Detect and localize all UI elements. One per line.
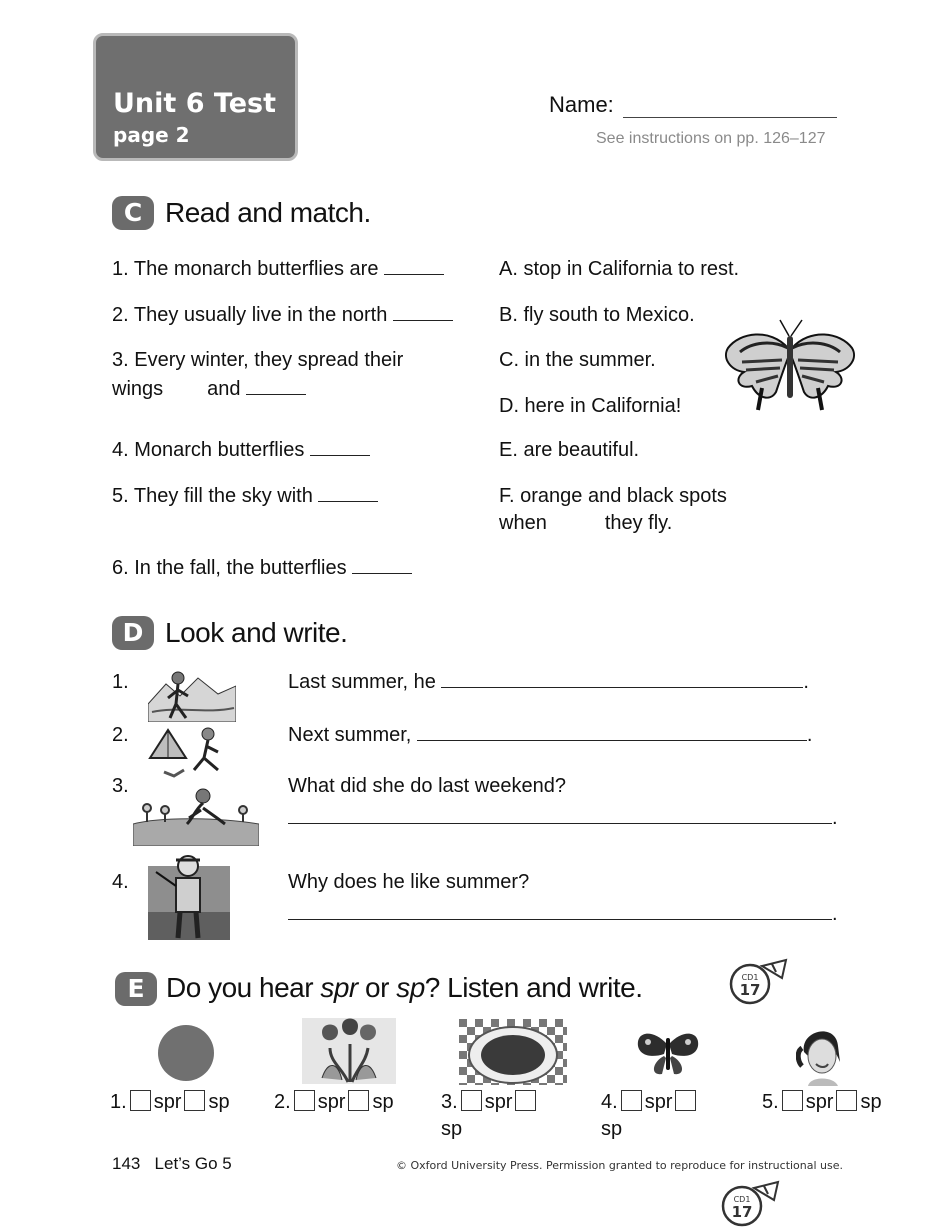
listen-item-5: 5. spr sp [762, 1091, 882, 1113]
match-right-f2: when they fly. [499, 512, 673, 534]
match-left-3: 3. Every winter, they spread their [112, 349, 404, 371]
match-left-4: 4. Monarch butterflies [112, 437, 370, 464]
look-write-num-2: 2. [112, 724, 129, 746]
section-e-title: Do you hear spr or sp? Listen and write. [166, 972, 643, 1003]
fishing-illustration [148, 852, 230, 940]
copyright-notice: © Oxford University Press. Permission granted to reproduce for instructional use. [396, 1159, 844, 1172]
look-write-line-4: . [288, 901, 838, 928]
spr-checkbox[interactable] [294, 1090, 315, 1111]
page-number: 143 [112, 1154, 141, 1173]
spr-checkbox[interactable] [461, 1090, 482, 1111]
match-right-f: F. orange and black spots [499, 485, 727, 507]
match-right-a: A. stop in California to rest. [499, 258, 740, 280]
section-d-badge: D [112, 616, 154, 650]
answer-line[interactable] [417, 722, 807, 741]
listen-item-3-sp: sp [441, 1118, 463, 1140]
match-right-c: C. in the summer. [499, 349, 656, 371]
match-right-b: B. fly south to Mexico. [499, 304, 695, 326]
name-label: Name: [549, 92, 614, 117]
cd-label: CD1 [733, 1195, 751, 1204]
look-write-item-3: What did she do last weekend? [288, 775, 566, 797]
section-c-badge: C [112, 196, 154, 230]
cd-track: 17 [739, 981, 761, 999]
sp-checkbox[interactable] [184, 1090, 205, 1111]
cd-audio-icon-bottom[interactable] [720, 1180, 782, 1228]
unit-page: page 2 [113, 123, 190, 147]
listen-item-4-sp: sp [601, 1118, 623, 1140]
circle-picture [157, 1024, 215, 1082]
sp-checkbox[interactable] [836, 1090, 857, 1111]
look-write-num-4: 4. [112, 871, 129, 893]
sp-checkbox[interactable] [675, 1090, 696, 1111]
match-left-3b: wings and [112, 376, 306, 403]
gardening-illustration [133, 788, 259, 846]
match-right-e: E. are beautiful. [499, 439, 640, 461]
cd-audio-icon[interactable] [728, 958, 790, 1006]
answer-blank[interactable] [310, 437, 370, 456]
match-left-1: 1. The monarch butterflies are [112, 256, 444, 283]
answer-blank[interactable] [384, 256, 444, 275]
answer-line[interactable] [288, 805, 832, 824]
book-title: Let’s Go 5 [154, 1154, 232, 1173]
spr-checkbox[interactable] [782, 1090, 803, 1111]
butterfly-picture [632, 1022, 702, 1080]
listen-item-1: 1. spr sp [110, 1091, 230, 1113]
answer-blank[interactable] [352, 555, 412, 574]
match-right-d: D. here in California! [499, 395, 682, 417]
footer-page-info [112, 1154, 232, 1174]
look-write-num-1: 1. [112, 671, 129, 693]
butterfly-illustration [722, 318, 858, 413]
match-left-2: 2. They usually live in the north [112, 302, 453, 329]
look-write-num-3: 3. [112, 775, 129, 797]
unit-title: Unit 6 Test [113, 88, 277, 119]
section-d-title: Look and write. [165, 617, 348, 648]
answer-line[interactable] [288, 901, 832, 920]
listen-item-3: 3. spr [441, 1089, 539, 1116]
look-write-line-3: . [288, 805, 838, 832]
sp-checkbox[interactable] [515, 1090, 536, 1111]
answer-blank[interactable] [246, 376, 306, 395]
girl-picture [796, 1022, 846, 1086]
camping-illustration [146, 724, 232, 780]
cd-track: 17 [731, 1203, 753, 1221]
answer-blank[interactable] [393, 302, 453, 321]
match-left-5: 5. They fill the sky with [112, 483, 378, 510]
sp-checkbox[interactable] [348, 1090, 369, 1111]
section-c-title: Read and match. [165, 197, 371, 228]
tulips-picture [302, 1018, 396, 1084]
spr-checkbox[interactable] [621, 1090, 642, 1111]
look-write-item-4: Why does he like summer? [288, 871, 530, 893]
name-field-line[interactable] [623, 117, 837, 118]
section-e-badge: E [115, 972, 157, 1006]
answer-line[interactable] [441, 669, 803, 688]
listen-item-4: 4. spr [601, 1089, 699, 1116]
hiking-illustration [148, 670, 236, 722]
spaghetti-picture [459, 1019, 567, 1085]
look-write-item-1: Last summer, he . [288, 671, 809, 693]
cd-label: CD1 [741, 973, 759, 982]
instructions-note: See instructions on pp. 126–127 [596, 130, 826, 147]
match-left-6: 6. In the fall, the butterflies [112, 555, 412, 582]
answer-blank[interactable] [318, 483, 378, 502]
spr-checkbox[interactable] [130, 1090, 151, 1111]
unit-title-box [93, 33, 298, 161]
listen-item-2: 2. spr sp [274, 1091, 394, 1113]
look-write-item-2: Next summer, . [288, 724, 813, 746]
